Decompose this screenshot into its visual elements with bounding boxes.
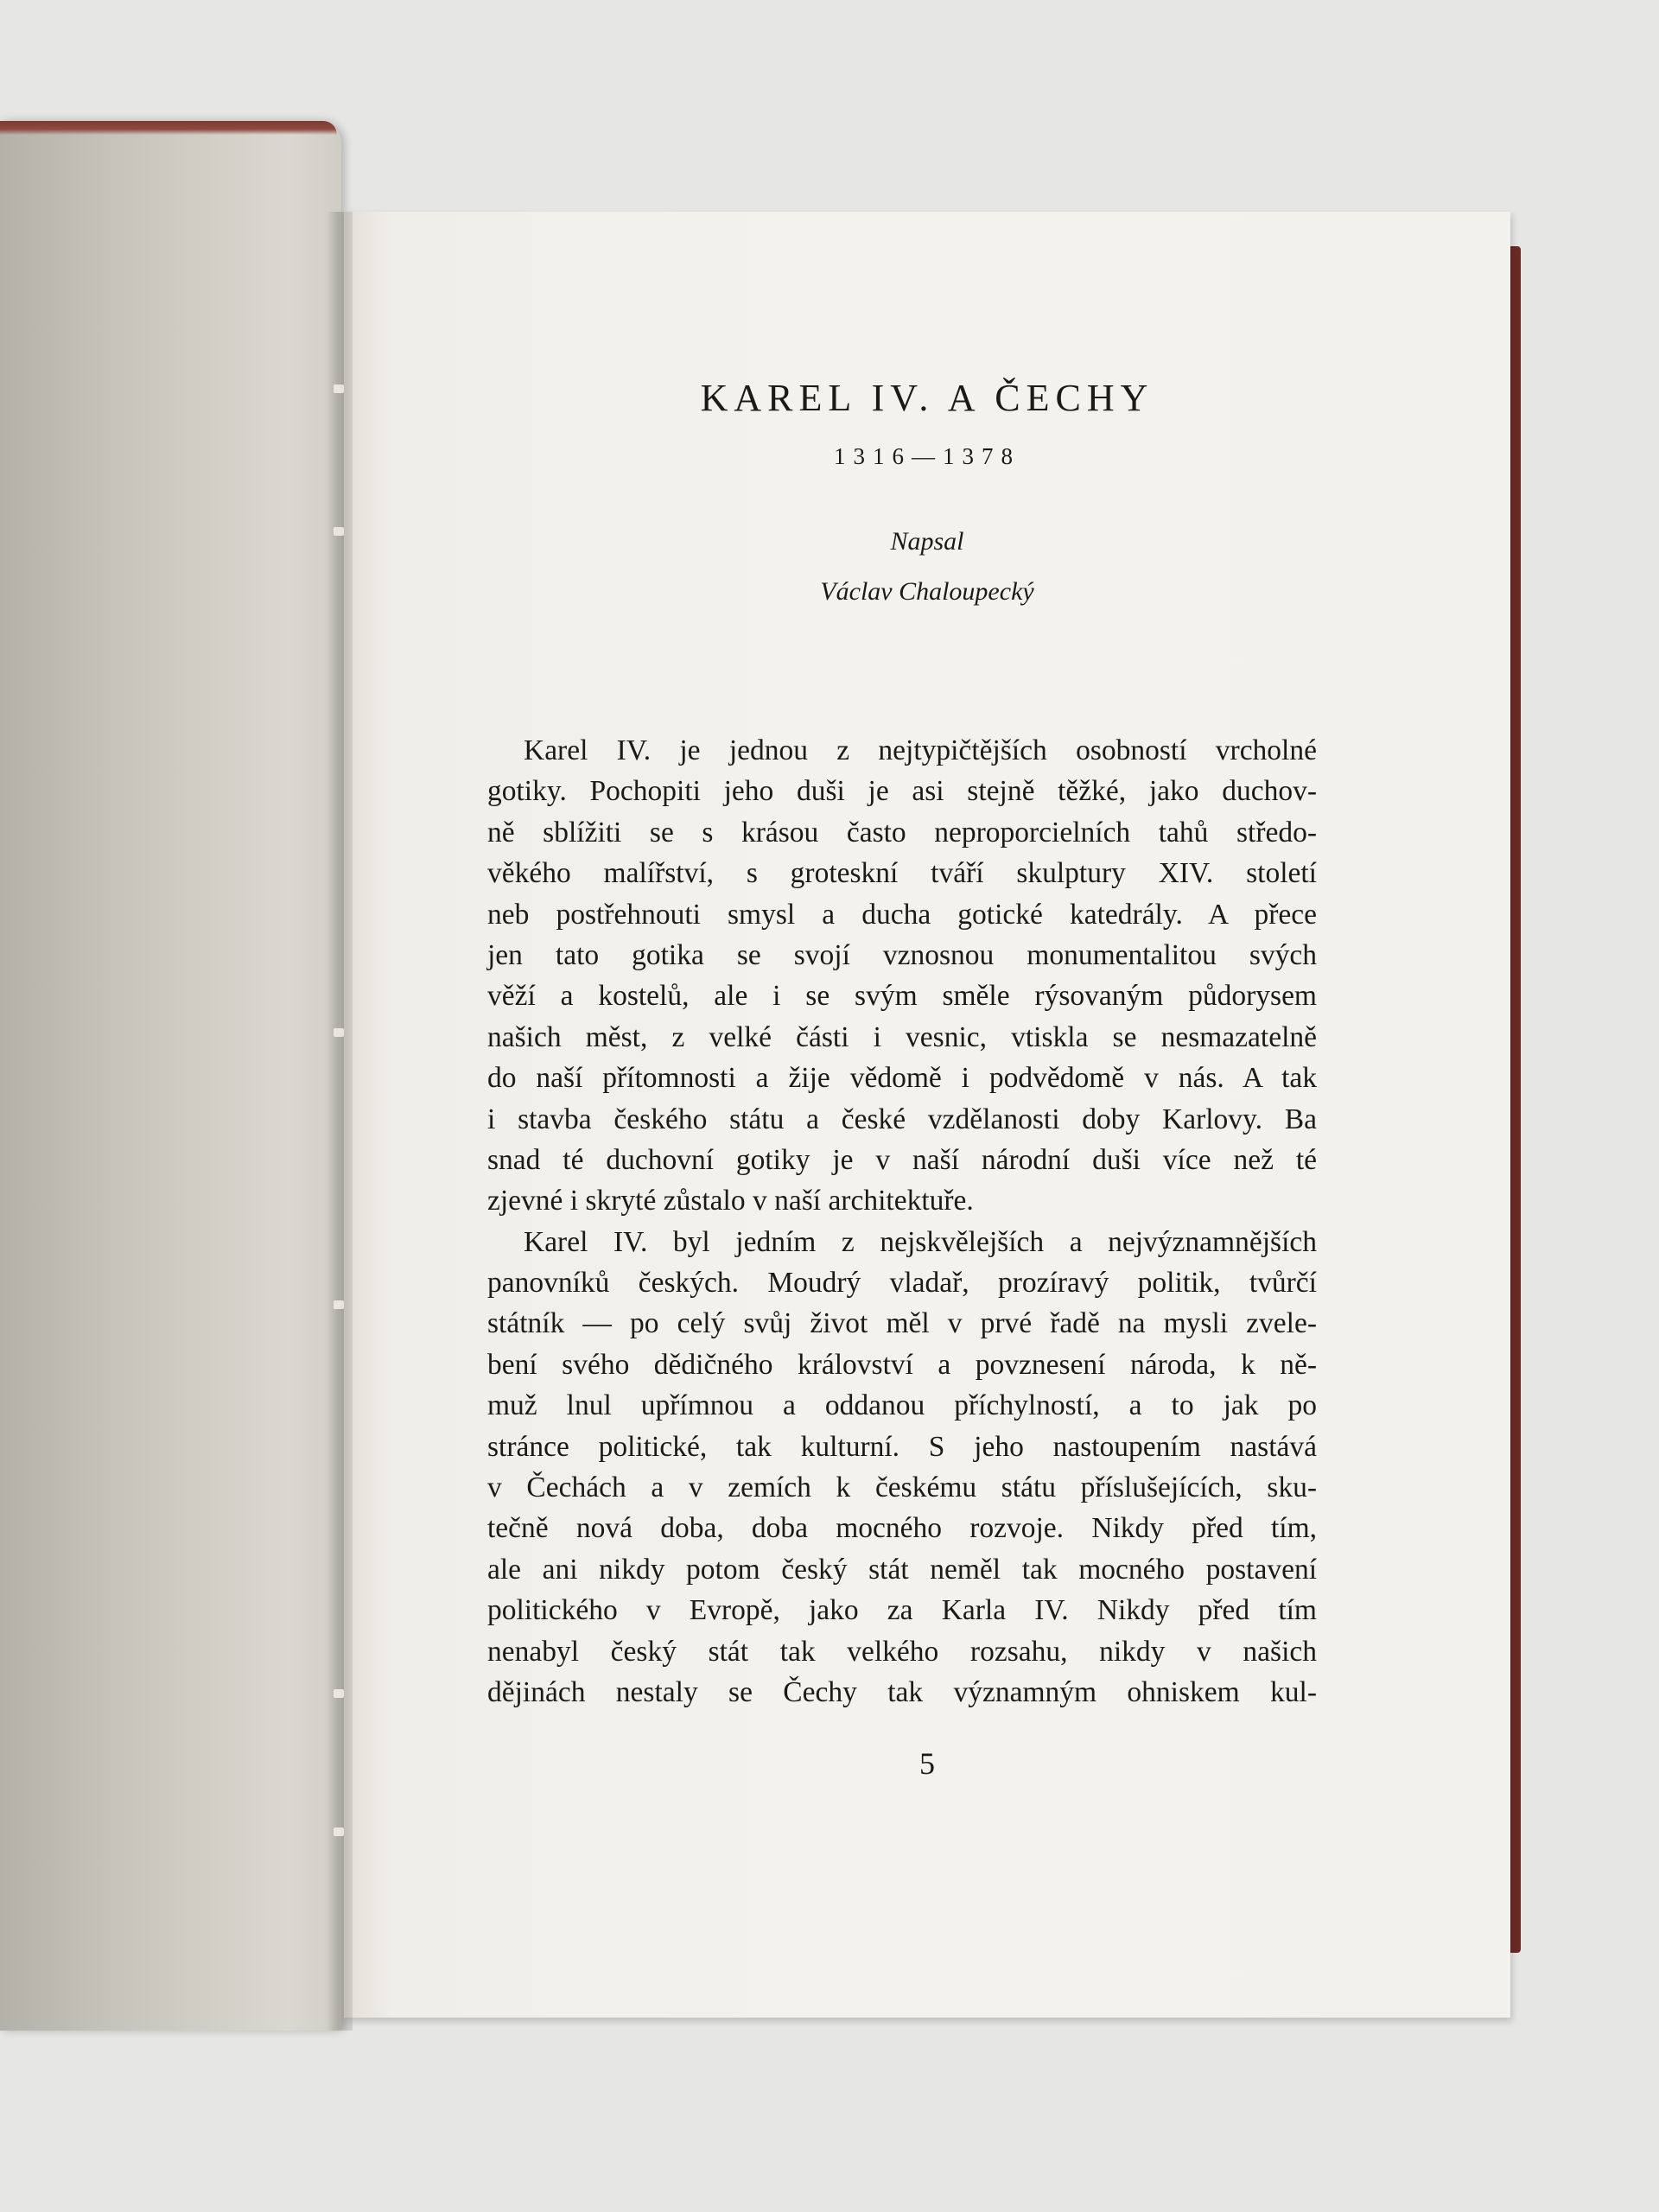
text-line: věkého malířství, s groteskní tváří skulptury XIV. století bbox=[487, 857, 1317, 890]
text-line: v Čechách a v zemích k českému státu příslušejících, sku- bbox=[487, 1471, 1317, 1504]
text-line: ale ani nikdy potom český stát neměl tak mocného postavení bbox=[487, 1553, 1317, 1586]
right-page bbox=[344, 212, 1510, 2018]
text-line: panovníků českých. Moudrý vladař, prozíravý politik, tvůrčí bbox=[487, 1267, 1317, 1300]
text-line: snad té duchovní gotiky je v naší národní duši více než té bbox=[487, 1143, 1317, 1176]
text-line: jen tato gotika se svojí vznosnou monumentalitou svých bbox=[487, 938, 1317, 971]
text-line: tečně nová doba, doba mocného rozvoje. Nikdy před tím, bbox=[487, 1512, 1317, 1545]
text-line: státník — po celý svůj život měl v prvé řadě na mysli zvele- bbox=[487, 1307, 1317, 1340]
text-line: Karel IV. byl jedním z nejskvělejších a nejvýznamnějších bbox=[524, 1225, 1317, 1258]
binding-stitch bbox=[334, 527, 344, 536]
binding-stitch bbox=[334, 385, 344, 393]
page-number: 5 bbox=[919, 1746, 935, 1781]
binding-stitch bbox=[334, 1827, 344, 1836]
author-name: Václav Chaloupecký bbox=[820, 577, 1034, 606]
byline-label: Napsal bbox=[890, 527, 964, 556]
book-gutter bbox=[327, 212, 353, 2031]
text-line: stránce politické, tak kulturní. S jeho nastoupením nastává bbox=[487, 1430, 1317, 1463]
binding-stitch bbox=[334, 1028, 344, 1037]
text-line: bení svého dědičného království a povznesení národa, k ně- bbox=[487, 1348, 1317, 1381]
text-line: Karel IV. je jednou z nejtypičtějších osobností vrcholné bbox=[524, 734, 1317, 766]
text-line: politického v Evropě, jako za Karla IV. Nikdy před tím bbox=[487, 1594, 1317, 1627]
text-line: našich měst, z velké části i vesnic, vtiskla se nesmazatelně bbox=[487, 1020, 1317, 1053]
text-line: neb postřehnouti smysl a ducha gotické katedrály. A přece bbox=[487, 898, 1317, 931]
text-line: muž lnul upřímnou a oddanou příchylností, a to jak po bbox=[487, 1389, 1317, 1422]
text-line: do naší přítomnosti a žije vědomě i podvědomě v nás. A tak bbox=[487, 1062, 1317, 1095]
book-title: KAREL IV. A ČECHY bbox=[700, 377, 1154, 419]
text-line: ně sblížiti se s krásou často neproporcielních tahů středo- bbox=[487, 816, 1317, 849]
left-page bbox=[0, 121, 341, 2031]
text-line: gotiky. Pochopiti jeho duši je asi stejně těžké, jako duchov- bbox=[487, 775, 1317, 808]
book-years: 1316—1378 bbox=[834, 443, 1020, 469]
binding-stitch bbox=[334, 1300, 344, 1309]
body-text bbox=[487, 730, 1317, 1713]
binding-stitch bbox=[334, 1689, 344, 1698]
text-line: dějinách nestaly se Čechy tak významným ohniskem kul- bbox=[487, 1675, 1317, 1708]
left-page-top-edge bbox=[0, 121, 337, 135]
text-line: i stavba českého státu a české vzdělanosti doby Karlovy. Ba bbox=[487, 1103, 1317, 1135]
text-line: věží a kostelů, ale i se svým směle rýsovaným půdorysem bbox=[487, 980, 1317, 1013]
text-line: nenabyl český stát tak velkého rozsahu, nikdy v našich bbox=[487, 1635, 1317, 1668]
text-line: zjevné i skryté zůstalo v naší architektuře. bbox=[487, 1185, 974, 1217]
